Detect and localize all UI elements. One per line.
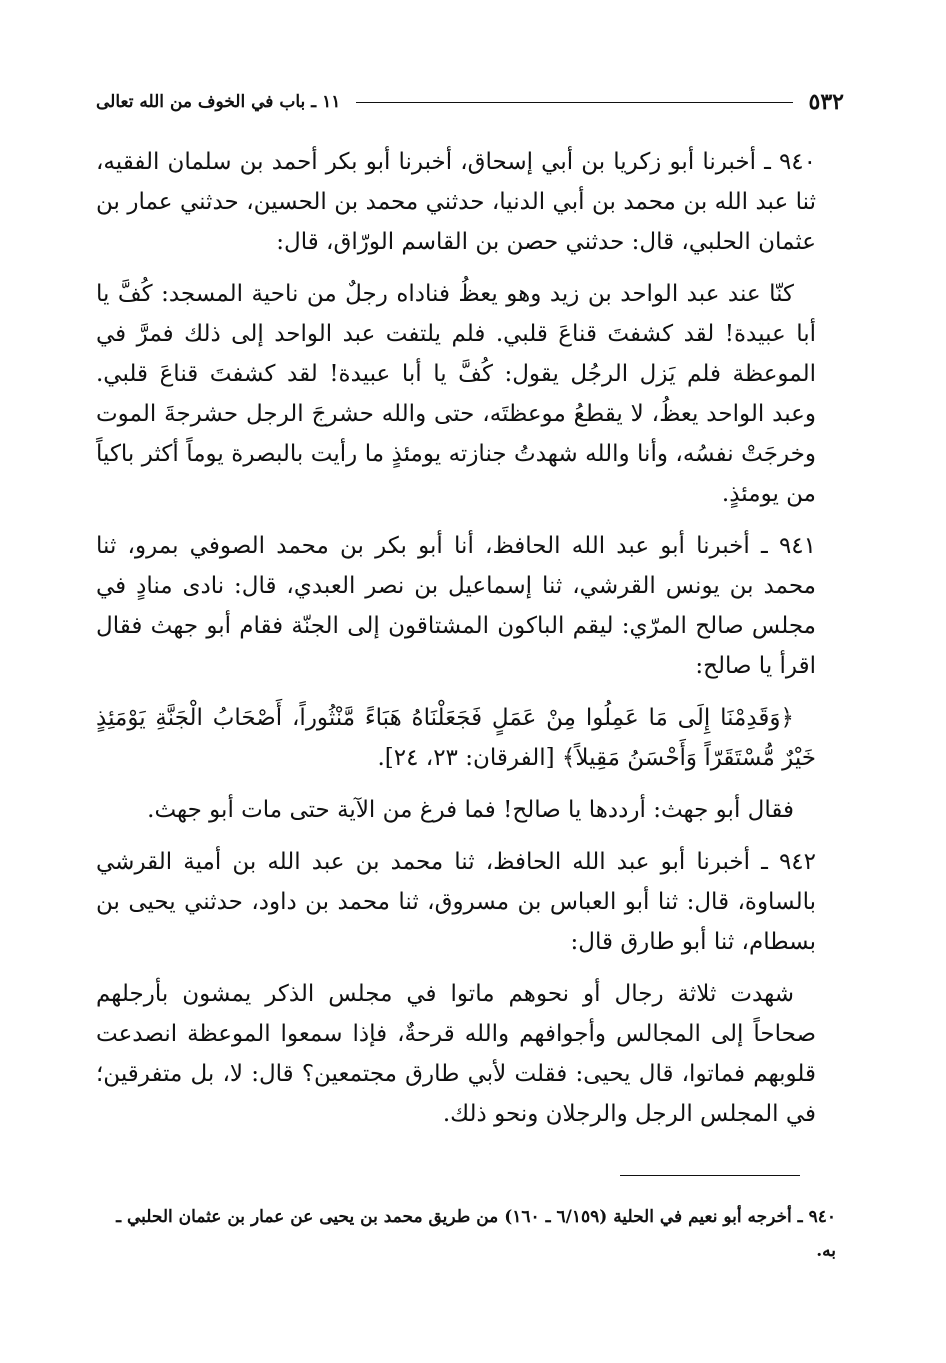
hadith-942-text: شهدت ثلاثة رجال أو نحوهم ماتوا في مجلس الذكر يمشون بأرجلهم صحاحاً إلى المجالس وأجوافهم والله قرحةٌ، فإذا سمعوا الموعظة انصدعت قلوبهم فماتوا، قال يحيى: فقلت لأبي طارق مجتمعين؟ قال: لا، بل متفرقين؛ في المجلس الرجل والرجلان ونحو ذلك. <box>96 981 816 1127</box>
footnote-rule <box>620 1175 800 1176</box>
hadith-940-text: كنّا عند عبد الواحد بن زيد وهو يعظُ فناداه رجلٌ من ناحية المسجد: كُفَّ يا أبا عبيدة! لقد كشفتَ قناعَ قلبي. فلم يلتفت عبد الواحد إلى ذلك فمرَّ في الموعظة فلم يَزل الرجُل يقول: كُفَّ يا أبا عبيدة! لقد كشفتَ قناعَ قلبي. وعبد الواحد يعظُ، لا يقطعُ موعظتَه، حتى والله حشرجَ الرجل حشرجةَ الموت وخرجَتْ نفسُه، وأنا والله شهدتُ جنازته يومئذٍ ما رأيت بالبصرة يوماً أكثر باكياً من يومئذٍ. <box>96 281 816 507</box>
chapter-title: ١١ ـ باب في الخوف من الله تعالى <box>96 92 341 112</box>
hadith-941-text: فقال أبو جهث: أرددها يا صالح! فما فرغ من الآية حتى مات أبو جهث. <box>147 797 794 823</box>
hadith-941-isnad: ٩٤١ ـ أخبرنا أبو عبد الله الحافظ، أنا أبو بكر بن محمد الصوفي بمرو، ثنا محمد بن يونس القرشي، ثنا إسماعيل بن نصر العبدي، قال: نادى منادٍ في مجلس صالح المرّي: ليقم الباكون المشتاقون إلى الجنّة فقام أبو جهث فقال اقرأ يا صالح: <box>96 533 816 679</box>
running-header <box>96 84 844 120</box>
footnote: ٩٤٠ ـ أخرجه أبو نعيم في الحلية (٦/١٥٩ ـ ١٦٠) من طريق محمد بن يحيى عن عمار بن عثمان الحلبي ـ به. <box>116 1207 836 1261</box>
header-rule <box>356 102 792 103</box>
hadith-940-isnad: ٩٤٠ ـ أخبرنا أبو زكريا بن أبي إسحاق، أخبرنا أبو بكر أحمد بن سلمان الفقيه، ثنا عبد الله بن محمد بن أبي الدنيا، حدثني محمد بن الحسين، حدثني عمار بن عثمان الحلبي، قال: حدثني حصن بن القاسم الورّاق، قال: <box>96 149 816 255</box>
page-number: ٥٣٢ <box>808 89 844 115</box>
main-text <box>96 142 816 1146</box>
quran-verse: ﴿وَقَدِمْنَا إِلَى مَا عَمِلُوا مِنْ عَمَلٍ فَجَعَلْنَاهُ هَبَاءً مَّنْثُوراً، أَصْحَابُ الْجَنَّةِ يَوْمَئِذٍ خَيْرٌ مُّسْتَقَرّاً وَأَحْسَنُ مَقِيلاً﴾ [الفرقان: ٢٣، ٢٤]. <box>96 705 816 771</box>
hadith-942-isnad: ٩٤٢ ـ أخبرنا أبو عبد الله الحافظ، ثنا محمد بن عبد الله بن أمية القرشي بالساوة، قال: ثنا أبو العباس بن مسروق، ثنا محمد بن داود، حدثني يحيى بن بسطام، ثنا أبو طارق قال: <box>96 849 816 955</box>
